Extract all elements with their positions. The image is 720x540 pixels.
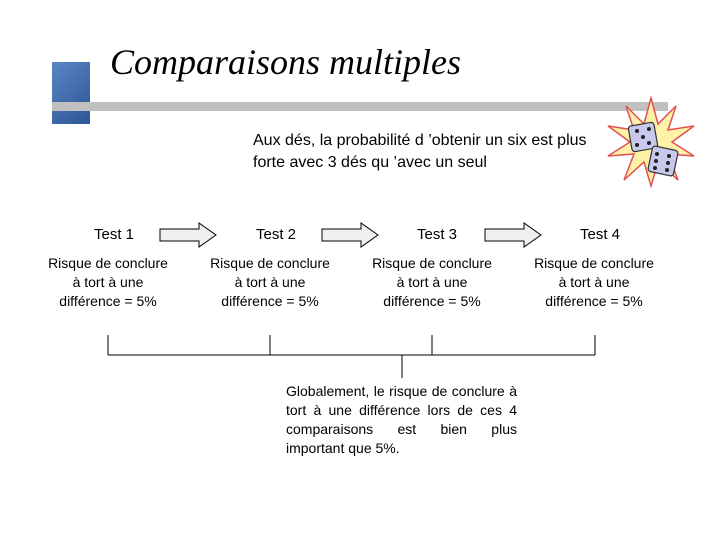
conclusion-text: Globalement, le risque de conclure à tort à une différence lors de ces 4 comparaisons est bien plus important que 5%. [286,383,517,456]
test-2-label: Test 2 [255,226,297,243]
test-2-risk: Risque de conclure à tort à une différence = 5% [210,255,330,309]
title-underline-bar [52,102,668,111]
test-4-label: Test 4 [579,226,621,243]
test-3-label: Test 3 [416,226,458,243]
slide-subtitle: Aux dés, la probabilité d ’obtenir un six est plus forte avec 3 dés qu ’avec un seul [253,132,587,171]
right-arrow-icon [159,222,217,248]
test-1-risk: Risque de conclure à tort à une différence = 5% [48,255,168,309]
test-1-label: Test 1 [93,226,135,243]
test-4-risk: Risque de conclure à tort à une différence = 5% [534,255,654,309]
test-3-risk: Risque de conclure à tort à une différence = 5% [372,255,492,309]
right-arrow-icon [321,222,379,248]
right-arrow-icon [484,222,542,248]
dice-illustration [606,96,696,188]
slide-title: Comparaisons multiples [110,42,462,82]
title-accent-square [52,62,90,124]
